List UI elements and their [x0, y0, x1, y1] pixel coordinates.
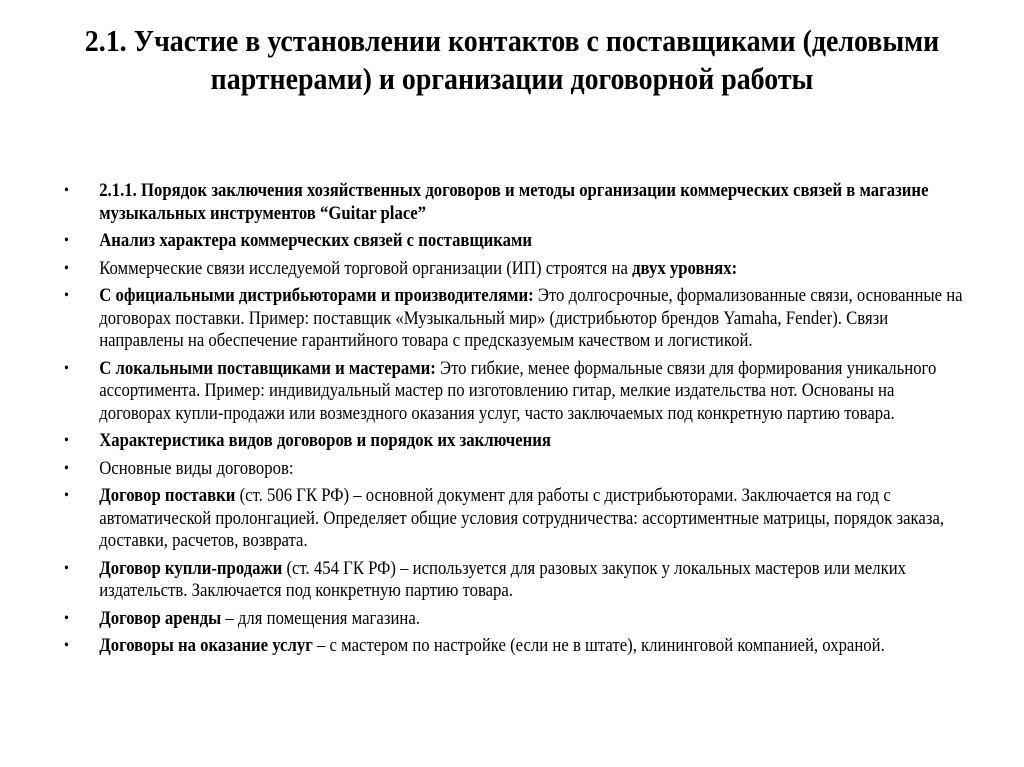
slide-title: [40, 22, 984, 98]
list-item: [64, 635, 970, 658]
bold-text: Договор купли-продажи: [99, 557, 283, 579]
bullet-icon: •: [64, 359, 69, 377]
bullet-list: [64, 180, 970, 663]
bullet-icon: •: [64, 287, 69, 304]
bullet-icon: •: [64, 182, 69, 199]
list-item: [64, 285, 970, 353]
bold-text: Характеристика видов договоров и порядок их заключения: [99, 430, 551, 451]
bold-text: С официальными дистрибьюторами и производителями:: [99, 285, 534, 306]
bullet-icon: •: [64, 259, 69, 277]
body-text: – с мастером по настройке (если не в штате), клининговой компанией, охраной.: [312, 635, 885, 656]
list-item: [64, 558, 970, 603]
list-item: [64, 430, 970, 453]
list-item: [64, 180, 970, 225]
body-text: (ст. 506 ГК РФ) – основной документ для работы с дистрибьюторами. Заключается на год с автоматической пролонгацией. Определяет общие условия сотрудничества: ассортиментные матрицы, порядок заказа, доставки, расчетов, возврата.: [99, 485, 945, 551]
list-item: [64, 358, 970, 426]
bold-text: Договоры на оказание услуг: [99, 635, 313, 656]
bullet-icon: •: [64, 232, 69, 249]
bold-text: Договор поставки: [99, 485, 236, 506]
body-text: – для помещения магазина.: [221, 607, 420, 629]
body-text: Это долгосрочные, формализованные связи, основанные на договорах поставки. Пример: поставщик «Музыкальный мир» (дистрибьютор брендов Yamaha, Fender). Связи направлены на обеспечение гарантийного товара с предсказуемым качеством и логистикой.: [99, 285, 963, 351]
bold-text: 2.1.1. Порядок заключения хозяйственных договоров и методы организации коммерческих связей в магазине музыкальных инструментов “Guitar place”: [99, 180, 929, 224]
slide-title-text: 2.1. Участие в установлении контактов с поставщиками (деловыми партнерами) и организации договорной работы: [84, 23, 940, 96]
bullet-icon: •: [64, 609, 69, 627]
body-text: Основные виды договоров:: [99, 457, 294, 479]
bold-text: Анализ характера коммерческих связей с поставщиками: [99, 230, 532, 251]
list-item: [64, 258, 970, 281]
bullet-icon: •: [64, 487, 69, 504]
bullet-icon: •: [64, 459, 69, 477]
list-item: [64, 608, 970, 631]
bold-text: двух уровнях:: [632, 257, 738, 279]
bullet-icon: •: [64, 637, 69, 654]
bullet-icon: •: [64, 559, 69, 577]
body-text: (ст. 454 ГК РФ) – используется для разовых закупок у локальных мастеров или мелких издательств. Заключается под конкретную партию товара.: [99, 557, 907, 601]
body-text: Коммерческие связи исследуемой торговой организации (ИП) строятся на: [99, 257, 633, 279]
bullet-icon: •: [64, 432, 69, 449]
list-item: [64, 230, 970, 253]
list-item: [64, 458, 970, 481]
list-item: [64, 485, 970, 553]
bold-text: Договор аренды: [99, 607, 222, 629]
bold-text: С локальными поставщиками и мастерами:: [99, 357, 436, 379]
body-text: Это гибкие, менее формальные связи для формирования уникального ассортимента. Пример: индивидуальный мастер по изготовлению гитар, мелкие издательства нот. Основаны на договорах купли-продажи или возмездного оказания услуг, часто заключаемых под конкретную партию товара.: [99, 357, 937, 424]
